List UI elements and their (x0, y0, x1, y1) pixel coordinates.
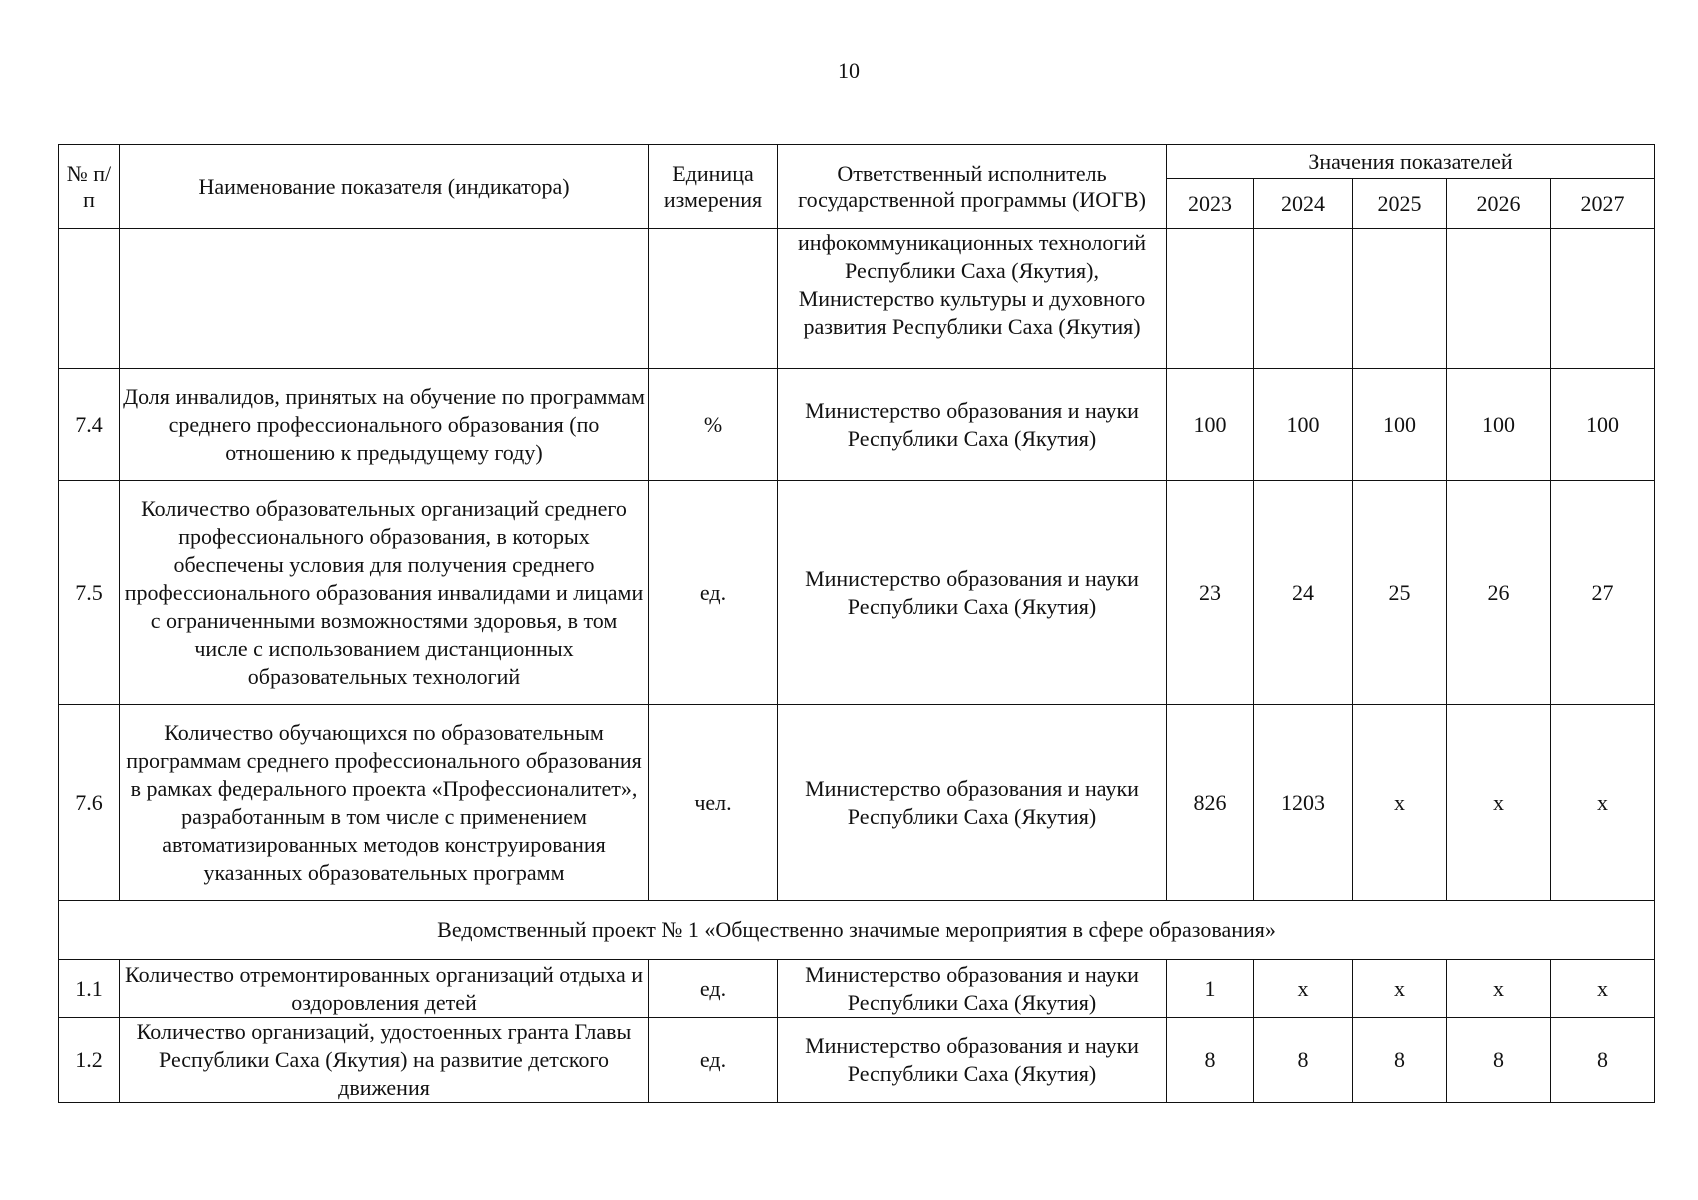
empty-cell (120, 229, 649, 369)
row-value: 100 (1551, 369, 1655, 481)
row-value: х (1551, 960, 1655, 1018)
row-value: х (1353, 705, 1447, 901)
row-name: Количество организаций, удостоенных гранта Главы Республики Саха (Якутия) на развитие детского движения (120, 1018, 649, 1103)
row-executor: Министерство образования и науки Республики Саха (Якутия) (778, 369, 1167, 481)
row-value: 27 (1551, 481, 1655, 705)
row-num: 7.5 (59, 481, 120, 705)
header-year: 2024 (1254, 179, 1353, 229)
row-unit: ед. (649, 481, 778, 705)
header-name: Наименование показателя (индикатора) (120, 145, 649, 229)
header-executor: Ответственный исполнитель государственной программы (ИОГВ) (778, 145, 1167, 229)
row-value: 100 (1167, 369, 1254, 481)
row-unit: ед. (649, 1018, 778, 1103)
continuation-row (59, 229, 1655, 369)
row-name: Количество отремонтированных организаций отдыха и оздоровления детей (120, 960, 649, 1018)
row-value: х (1353, 960, 1447, 1018)
table-row (59, 481, 1655, 705)
row-value: 100 (1447, 369, 1551, 481)
row-num: 7.4 (59, 369, 120, 481)
row-value: 8 (1167, 1018, 1254, 1103)
row-value: 26 (1447, 481, 1551, 705)
header-unit: Единица измерения (649, 145, 778, 229)
row-value: 100 (1254, 369, 1353, 481)
row-value: 25 (1353, 481, 1447, 705)
row-value: 1 (1167, 960, 1254, 1018)
row-value: 23 (1167, 481, 1254, 705)
empty-cell (1167, 229, 1254, 369)
section-title: Ведомственный проект № 1 «Общественно значимые мероприятия в сфере образования» (59, 901, 1655, 960)
row-num: 7.6 (59, 705, 120, 901)
row-value: х (1447, 960, 1551, 1018)
row-value: 8 (1447, 1018, 1551, 1103)
row-executor: Министерство образования и науки Республики Саха (Якутия) (778, 481, 1167, 705)
row-value: 826 (1167, 705, 1254, 901)
table-row (59, 369, 1655, 481)
section-row (59, 901, 1655, 960)
header-year: 2027 (1551, 179, 1655, 229)
row-executor: Министерство образования и науки Республики Саха (Якутия) (778, 960, 1167, 1018)
empty-cell (1254, 229, 1353, 369)
indicators-table (58, 144, 1655, 1103)
row-value: 8 (1254, 1018, 1353, 1103)
table-row (59, 705, 1655, 901)
empty-cell (649, 229, 778, 369)
row-name: Количество образовательных организаций среднего профессионального образования, в которых обеспечены условия для получения среднего профессионального образования инвалидами и лицами с ограниченными возможностями здоровья, в том числе с использованием дистанционных образовательных технологий (120, 481, 649, 705)
row-value: 24 (1254, 481, 1353, 705)
header-values-group: Значения показателей (1167, 145, 1655, 179)
row-value: 1203 (1254, 705, 1353, 901)
row-value: 8 (1353, 1018, 1447, 1103)
page-number: 10 (838, 58, 860, 83)
row-value: х (1447, 705, 1551, 901)
executor-cell: инфокоммуникационных технологий Республики Саха (Якутия), Министерство культуры и духовного развития Республики Саха (Якутия) (778, 229, 1167, 369)
header-year: 2023 (1167, 179, 1254, 229)
empty-cell (59, 229, 120, 369)
row-value: 100 (1353, 369, 1447, 481)
header-year: 2026 (1447, 179, 1551, 229)
row-unit: чел. (649, 705, 778, 901)
header-year: 2025 (1353, 179, 1447, 229)
header-num: № п/п (59, 145, 120, 229)
row-unit: ед. (649, 960, 778, 1018)
row-name: Количество обучающихся по образовательным программам среднего профессионального образования в рамках федерального проекта «Профессионалитет», разработанным в том числе с применением автоматизированных методов конструирования указанных образовательных программ (120, 705, 649, 901)
table-row (59, 1018, 1655, 1103)
row-value: х (1551, 705, 1655, 901)
empty-cell (1447, 229, 1551, 369)
row-unit: % (649, 369, 778, 481)
row-name: Доля инвалидов, принятых на обучение по программам среднего профессионального образования (по отношению к предыдущему году) (120, 369, 649, 481)
row-executor: Министерство образования и науки Республики Саха (Якутия) (778, 1018, 1167, 1103)
empty-cell (1353, 229, 1447, 369)
row-value: х (1254, 960, 1353, 1018)
row-value: 8 (1551, 1018, 1655, 1103)
empty-cell (1551, 229, 1655, 369)
row-executor: Министерство образования и науки Республики Саха (Якутия) (778, 705, 1167, 901)
table-row (59, 960, 1655, 1018)
row-num: 1.1 (59, 960, 120, 1018)
row-num: 1.2 (59, 1018, 120, 1103)
